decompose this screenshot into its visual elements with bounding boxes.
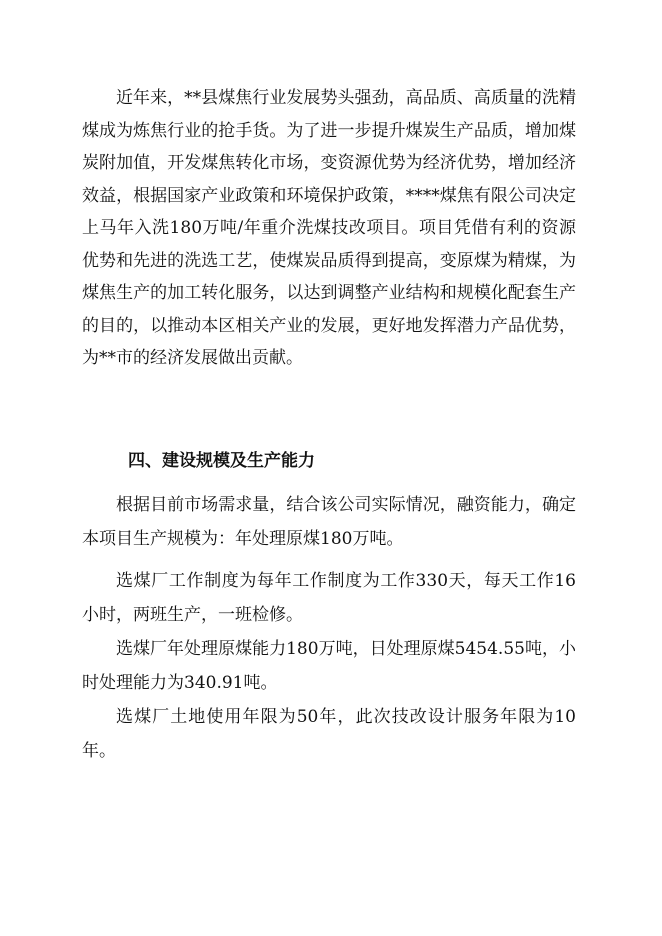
paragraph-processing-capacity: 选煤厂年处理原煤能力180万吨，日处理原煤5454.55吨，小时处理能力为340.91吨。 xyxy=(82,639,576,693)
paragraph-production-scale: 根据目前市场需求量，结合该公司实际情况，融资能力，确定本项目生产规模为：年处理原煤180万吨。 xyxy=(82,495,576,549)
paragraph-service-life: 选煤厂土地使用年限为50年，此次技改设计服务年限为10年。 xyxy=(82,707,576,761)
section-heading: 四、建设规模及生产能力 xyxy=(128,451,315,471)
paragraph-work-schedule: 选煤厂工作制度为每年工作制度为工作330天，每天工作16小时，两班生产，一班检修。 xyxy=(82,571,576,625)
intro-paragraph: 近年来，**县煤焦行业发展势头强劲，高品质、高质量的洗精煤成为炼焦行业的抢手货。为了进一步提升煤炭生产品质，增加煤炭附加值，开发煤焦转化市场，变资源优势为经济优势，增加经济效益，根据国家产业政策和环境保护政策，****煤焦有限公司决定上马年入洗180万吨/年重介洗煤技改项目。项目凭借有利的资源优势和先进的洗选工艺，使煤炭品质得到提高，变原煤为精煤，为煤焦生产的加工转化服务，以达到调整产业结构和规模化配套生产的目的，以推动本区相关产业的发展，更好地发挥潜力产品优势，为**市的经济发展做出贡献。 xyxy=(82,88,576,368)
